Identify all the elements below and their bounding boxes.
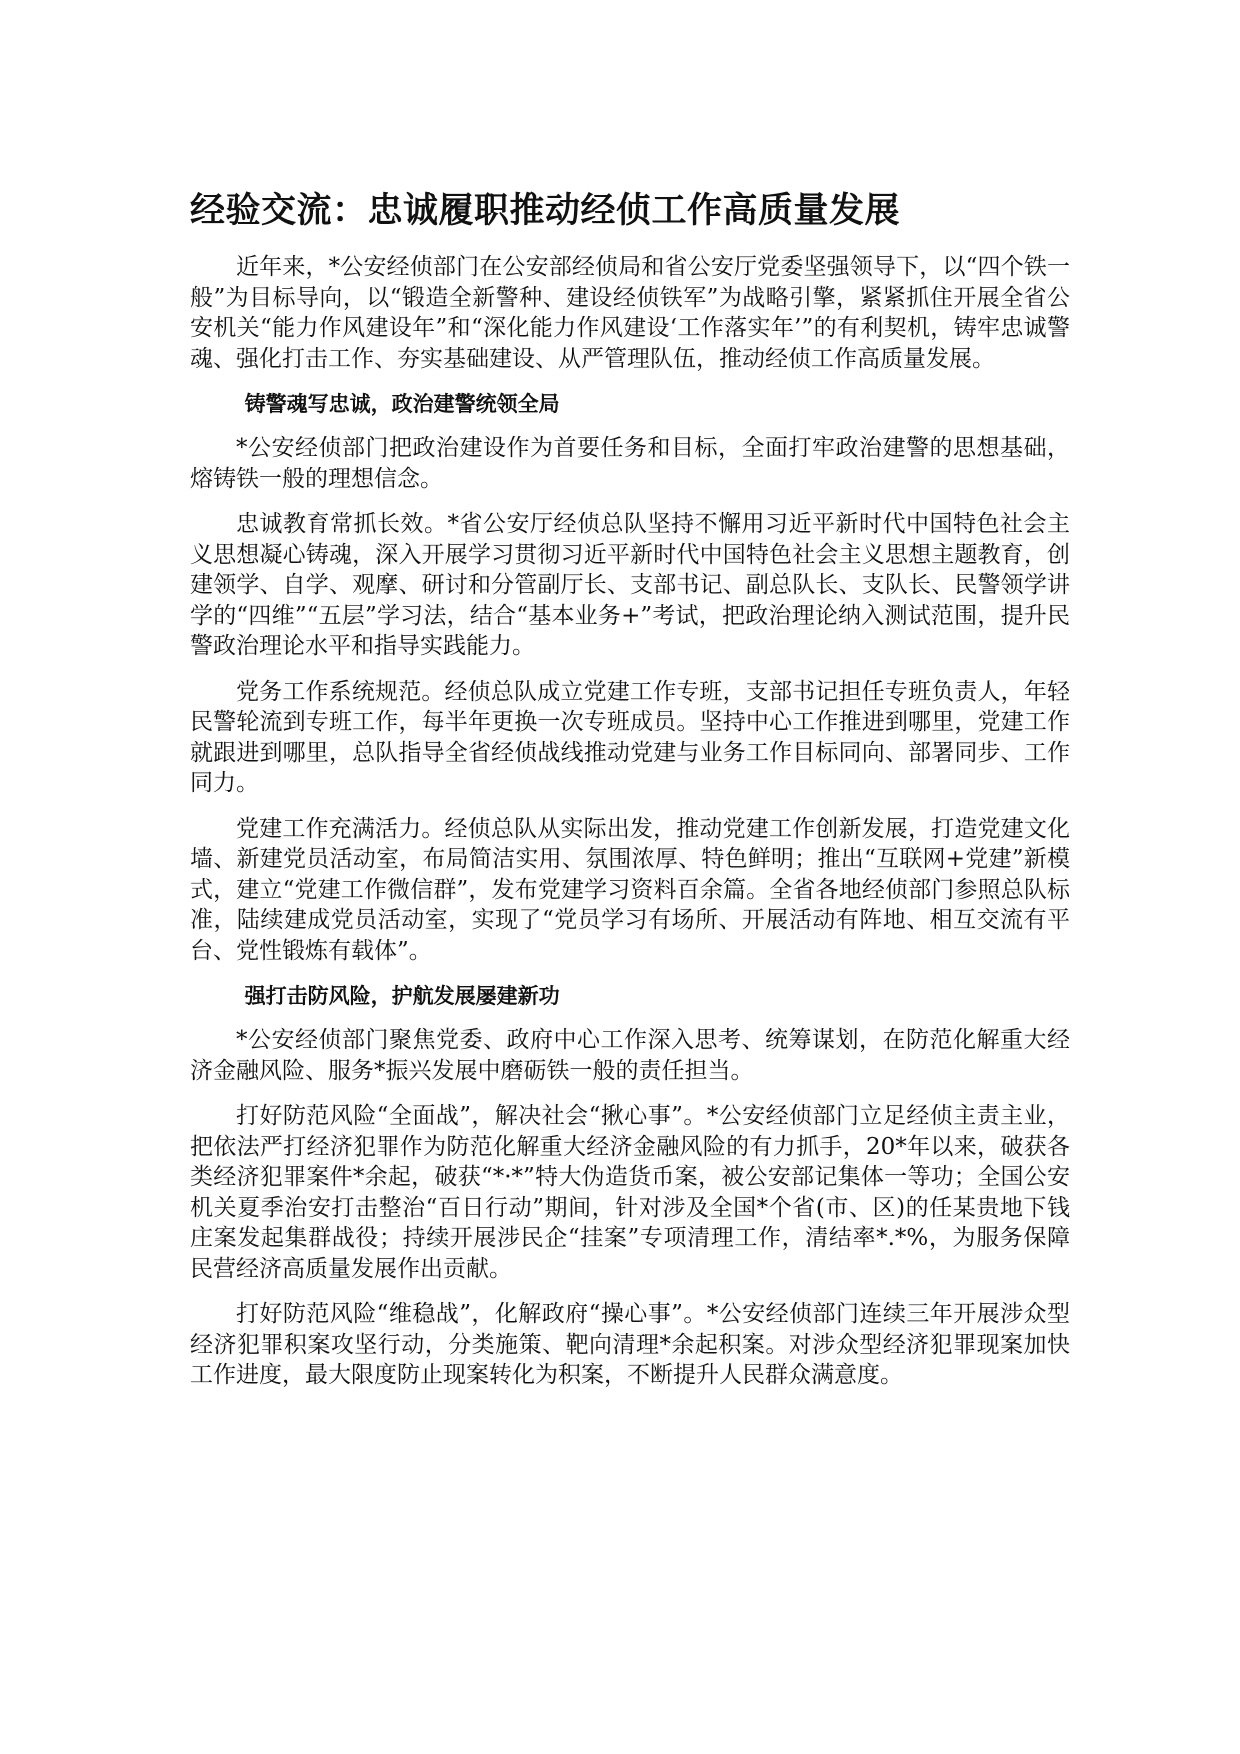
document-page (190, 188, 1070, 1406)
section-2 (190, 981, 1070, 1391)
document-title: 经验交流：忠诚履职推动经侦工作高质量发展 (190, 191, 901, 231)
section-paragraph: 党务工作系统规范。经侦总队成立党建工作专班，支部书记担任专班负责人，年轻民警轮流到专班工作，每半年更换一次专班成员。坚持中心工作推进到哪里，党建工作就跟进到哪里，总队指导全省经侦战线推动党建与业务工作目标同向、部署同步、工作同力。 (190, 678, 1070, 796)
section-paragraph: 打好防范风险“维稳战”，化解政府“操心事”。*公安经侦部门连续三年开展涉众型经济犯罪积案攻坚行动，分类施策、靶向清理*余起积案。对涉众型经济犯罪现案加快工作进度，最大限度防止现案转化为积案，不断提升人民群众满意度。 (190, 1301, 1070, 1388)
section-paragraph: 党建工作充满活力。经侦总队从实际出发，推动党建工作创新发展，打造党建文化墙、新建党员活动室，布局简洁实用、氛围浓厚、特色鲜明；推出“互联网+党建”新模式，建立“党建工作微信群”，发布党建学习资料百余篇。全省各地经侦部门参照总队标准，陆续建成党员活动室，实现了“党员学习有场所、开展活动有阵地、相互交流有平台、党性锻炼有载体”。 (190, 815, 1070, 964)
section-paragraph: 打好防范风险“全面战”，解决社会“揪心事”。*公安经侦部门立足经侦主责主业，把依法严打经济犯罪作为防范化解重大经济金融风险的有力抓手，20*年以来，破获各类经济犯罪案件*余起，破获“*·*”特大伪造货币案，被公安部记集体一等功；全国公安机关夏季治安打击整治“百日行动”期间，针对涉及全国*个省(市、区)的任某贵地下钱庄案发起集群战役；持续开展涉民企“挂案”专项清理工作，清结率*.*%，为服务保障民营经济高质量发展作出贡献。 (190, 1103, 1070, 1282)
section-paragraph: 忠诚教育常抓长效。*省公安厅经侦总队坚持不懈用习近平新时代中国特色社会主义思想凝心铸魂，深入开展学习贯彻习近平新时代中国特色社会主义思想主题教育，创建领学、自学、观摩、研讨和分管副厅长、支部书记、副总队长、支队长、民警领学讲学的“四维”“五层”学习法，结合“基本业务+”考试，把政治理论纳入测试范围，提升民警政治理论水平和指导实践能力。 (190, 511, 1070, 659)
intro-paragraph: 近年来，*公安经侦部门在公安部经侦局和省公安厅党委坚强领导下，以“四个铁一般”为目标导向，以“锻造全新警种、建设经侦铁军”为战略引擎，紧紧抓住开展全省公安机关“能力作风建设年”和“深化能力作风建设‘工作落实年’”的有利契机，铸牢忠诚警魂、强化打击工作、夯实基础建设、从严管理队伍，推动经侦工作高质量发展。 (190, 254, 1070, 372)
section-paragraph: *公安经侦部门聚焦党委、政府中心工作深入思考、统筹谋划，在防范化解重大经济金融风险、服务*振兴发展中磨砺铁一般的责任担当。 (190, 1027, 1070, 1084)
section-paragraph: *公安经侦部门把政治建设作为首要任务和目标，全面打牢政治建警的思想基础，熔铸铁一般的理想信念。 (190, 435, 1070, 492)
section-1 (190, 389, 1070, 966)
section-heading: 强打击防风险，护航发展屡建新功 (244, 984, 560, 1008)
section-heading: 铸警魂写忠诚，政治建警统领全局 (244, 392, 560, 416)
